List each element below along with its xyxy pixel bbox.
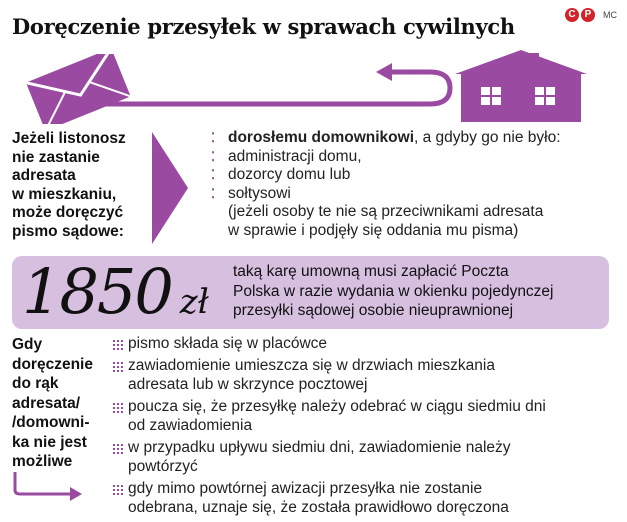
- intro-line: nie zastanie: [12, 148, 100, 166]
- list-item: [111, 397, 621, 436]
- bullet-icon: [111, 334, 128, 354]
- house-icon: [455, 50, 587, 124]
- intro-line: Jeżeli listonosz: [12, 130, 126, 147]
- logo-p: P: [581, 8, 595, 22]
- logo-c: C: [565, 8, 579, 22]
- delivery-heading: [12, 335, 117, 472]
- bullet-icon: ⁚: [211, 167, 216, 182]
- recipients-note: [211, 203, 621, 222]
- note-line: (jeżeli osoby te nie są przeciwnikami adresata: [228, 203, 544, 220]
- step-line: zawiadomienie umieszcza się w drzwiach mieszkania: [128, 356, 495, 374]
- bullet-icon: ⁚: [211, 185, 216, 201]
- fine-description: [233, 262, 603, 321]
- publisher-logo: [565, 8, 617, 22]
- list-item: [211, 148, 621, 167]
- intro-line: pismo sądowe:: [12, 222, 124, 240]
- step-line: poucza się, że przesyłkę należy odebrać w ciągu siedmiu dni: [128, 397, 546, 415]
- bullet-icon: [111, 438, 128, 477]
- page-title: Doręczenie przesyłek w sprawach cywilnych: [12, 14, 515, 39]
- heading-line: adresata/: [12, 394, 81, 412]
- author-initials: MC: [603, 10, 617, 20]
- fine-line: Polska w razie wydania w okienku pojedynczej: [233, 282, 554, 300]
- heading-line: Gdy: [12, 336, 43, 353]
- heading-line: /domowni-: [12, 414, 90, 431]
- step-line: w przypadku upływu siedmiu dni, zawiadomienie należy: [128, 438, 511, 456]
- step-line: pismo składa się w placówce: [128, 335, 328, 352]
- fine-line: przesyłki sądowej osobie nieuprawnionej: [233, 302, 514, 319]
- delivery-steps: [111, 334, 621, 520]
- note-line: w sprawie i podjęły się oddania mu pisma): [228, 221, 519, 239]
- recipient-strong: dorosłemu domownikowi: [228, 129, 415, 146]
- heading-line: doręczenie: [12, 355, 93, 373]
- recipient-text: , a gdyby go nie było:: [414, 129, 561, 146]
- bullet-icon: [111, 356, 128, 395]
- chevron-right-icon: [152, 132, 188, 244]
- intro-line: może doręczyć: [12, 204, 124, 221]
- recipient-text: sołtysowi: [228, 184, 291, 202]
- recipient-text: administracji domu,: [228, 147, 362, 165]
- bullet-icon: ⁚: [211, 148, 216, 164]
- bullet-icon: [111, 479, 128, 518]
- recipients-note: [211, 222, 621, 241]
- list-item: [111, 356, 621, 395]
- step-line: odebrana, uznaje się, że została prawidłowo doręczona: [128, 499, 509, 516]
- recipients-list: [211, 129, 621, 240]
- return-arrow-icon: [100, 62, 460, 112]
- fine-amount: [22, 253, 209, 341]
- step-line: adresata lub w skrzynce pocztowej: [128, 376, 368, 393]
- heading-line: ka nie jest: [12, 433, 87, 451]
- intro-condition: [12, 130, 152, 241]
- heading-line: możliwe: [12, 453, 73, 470]
- step-line: od zawiadomienia: [128, 417, 253, 434]
- bullet-icon: [111, 397, 128, 436]
- fine-currency: zł: [179, 282, 209, 322]
- list-item: [111, 334, 621, 354]
- list-item: [111, 438, 621, 477]
- heading-line: do rąk: [12, 375, 59, 392]
- bullet-icon: ⁚: [211, 130, 216, 145]
- list-item: [211, 129, 621, 148]
- step-line: gdy mimo powtórnej awizacji przesyłka nie zostanie: [128, 479, 483, 497]
- arrow-right-icon: [12, 472, 82, 502]
- intro-line: adresata: [12, 167, 76, 184]
- step-line: powtórzyć: [128, 458, 198, 475]
- fine-line: taką karę umowną musi zapłacić Poczta: [233, 263, 509, 280]
- list-item: [211, 166, 621, 185]
- intro-line: w mieszkaniu,: [12, 185, 117, 203]
- list-item: [211, 185, 621, 204]
- fine-number: 1850: [22, 255, 172, 328]
- list-item: [111, 479, 621, 518]
- recipient-text: dozorcy domu lub: [228, 166, 351, 183]
